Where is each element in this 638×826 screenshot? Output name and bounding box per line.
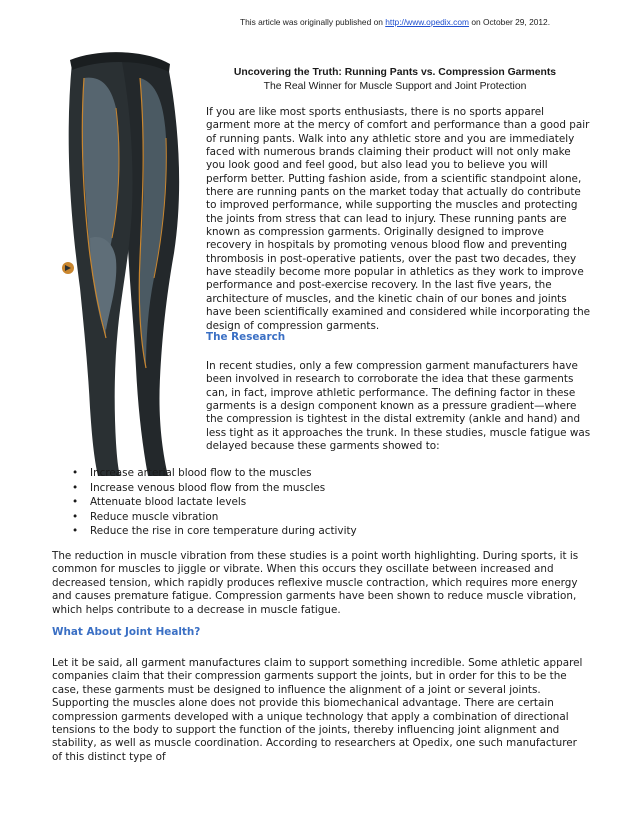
compression-pants-image [50, 38, 198, 478]
bullet-icon: • [72, 510, 79, 523]
source-note-prefix: This article was originally published on [239, 17, 386, 27]
list-item-text: Reduce the rise in core temperature during activity [90, 525, 357, 538]
vibration-text: The reduction in muscle vibration from these studies is a point worth highlighting. During sports, it is common for muscles to jiggle or vibrate. When this occurs they oscillate between increased and decreased tension, which rapidly produces reflexive muscle contraction, which requires more energy and causes premature fatigue. Compression garments have been shown to reduce muscle vibration, which helps contribute to a decrease in muscle fatigue. [52, 550, 579, 616]
bullet-icon: • [72, 481, 79, 494]
list-item [60, 495, 580, 510]
article-title: Uncovering the Truth: Running Pants vs. Compression Garments [233, 67, 557, 78]
article-subtitle: The Real Winner for Muscle Support and Joint Protection [263, 81, 527, 92]
list-item-text: Increase arterial blood flow to the muscles [90, 467, 312, 479]
intro-paragraph [206, 106, 591, 333]
vibration-paragraph [52, 550, 590, 617]
list-item [60, 481, 580, 496]
joint-section-heading [52, 626, 590, 639]
research-paragraph [206, 360, 591, 453]
bullet-icon: • [72, 496, 79, 509]
intro-text: If you are like most sports enthusiasts, there is no sports apparel garment more at the mercy of comfort and performance than a good pair of running pants. Walk into any athletic store and you are immediately faced with numerous brands claiming their product will not only make you look good and feel good, but also lead you to believe you will perform better. Putting fashion aside, from a scientific standpoint alone, there are running pants on the market today that actually do contribute to improved performance, while supporting the muscles and protecting the joints from stress that can lead to injury. These running pants are known as compression garments. Originally designed to improve recovery in hospitals by promoting venous blood flow and preventing thrombosis in post-operative patients, over the past two decades, they have steadily become more popular in athletics as they work to improve performance and post-exercise recovery. In the last five years, the architecture of muscles, and the kinetic chain of our bones and joints have been scientifically examined and considered while incorporating the design of compression garments. [206, 106, 591, 332]
research-heading: The Research [206, 331, 286, 343]
list-item [60, 466, 580, 481]
benefits-list [60, 466, 580, 539]
brand-logo-icon [62, 262, 74, 274]
joint-paragraph [52, 657, 590, 764]
list-item-text: Increase venous blood flow from the muscles [90, 481, 326, 494]
list-item [60, 510, 580, 525]
list-item-text: Attenuate blood lactate levels [90, 496, 247, 509]
research-section-heading [206, 331, 591, 344]
list-item-text: Reduce muscle vibration [90, 510, 219, 523]
article-header [205, 66, 585, 94]
bullet-icon: • [72, 467, 79, 479]
source-link[interactable]: http://www.opedix.com [385, 17, 470, 27]
research-text: In recent studies, only a few compression garment manufacturers have been involved in research to corroborate the idea that these garments can, in fact, improve athletic performance. The defining factor in these garments is a design component known as a pressure gradient—where the compression is tightest in the distal extremity (ankle and hand) and less tight as it approaches the trunk. In these studies, muscle fatigue was delayed because these garments showed to: [206, 360, 591, 453]
bullet-icon: • [72, 525, 79, 538]
list-item [60, 524, 580, 539]
joint-heading: What About Joint Health? [52, 626, 201, 638]
joint-text: Let it be said, all garment manufactures claim to support something incredible. Some athletic apparel companies claim that their compression garments support the joints, but in order for this to be the case, these garments must be designed to influence the alignment of a joint or several joints. Supporting the muscles alone does not provide this biomechanical advantage. There are certain compression garments developed with a unique technology that apply a combination of directional tensions to the body to support the function of the joints, thereby influencing joint alignment and stability, as well as muscle coordination. According to researchers at Opedix, one such manufacturer of this distinct type of [52, 657, 583, 763]
source-note-suffix: on October 29, 2012. [469, 17, 551, 27]
source-note [205, 17, 585, 27]
